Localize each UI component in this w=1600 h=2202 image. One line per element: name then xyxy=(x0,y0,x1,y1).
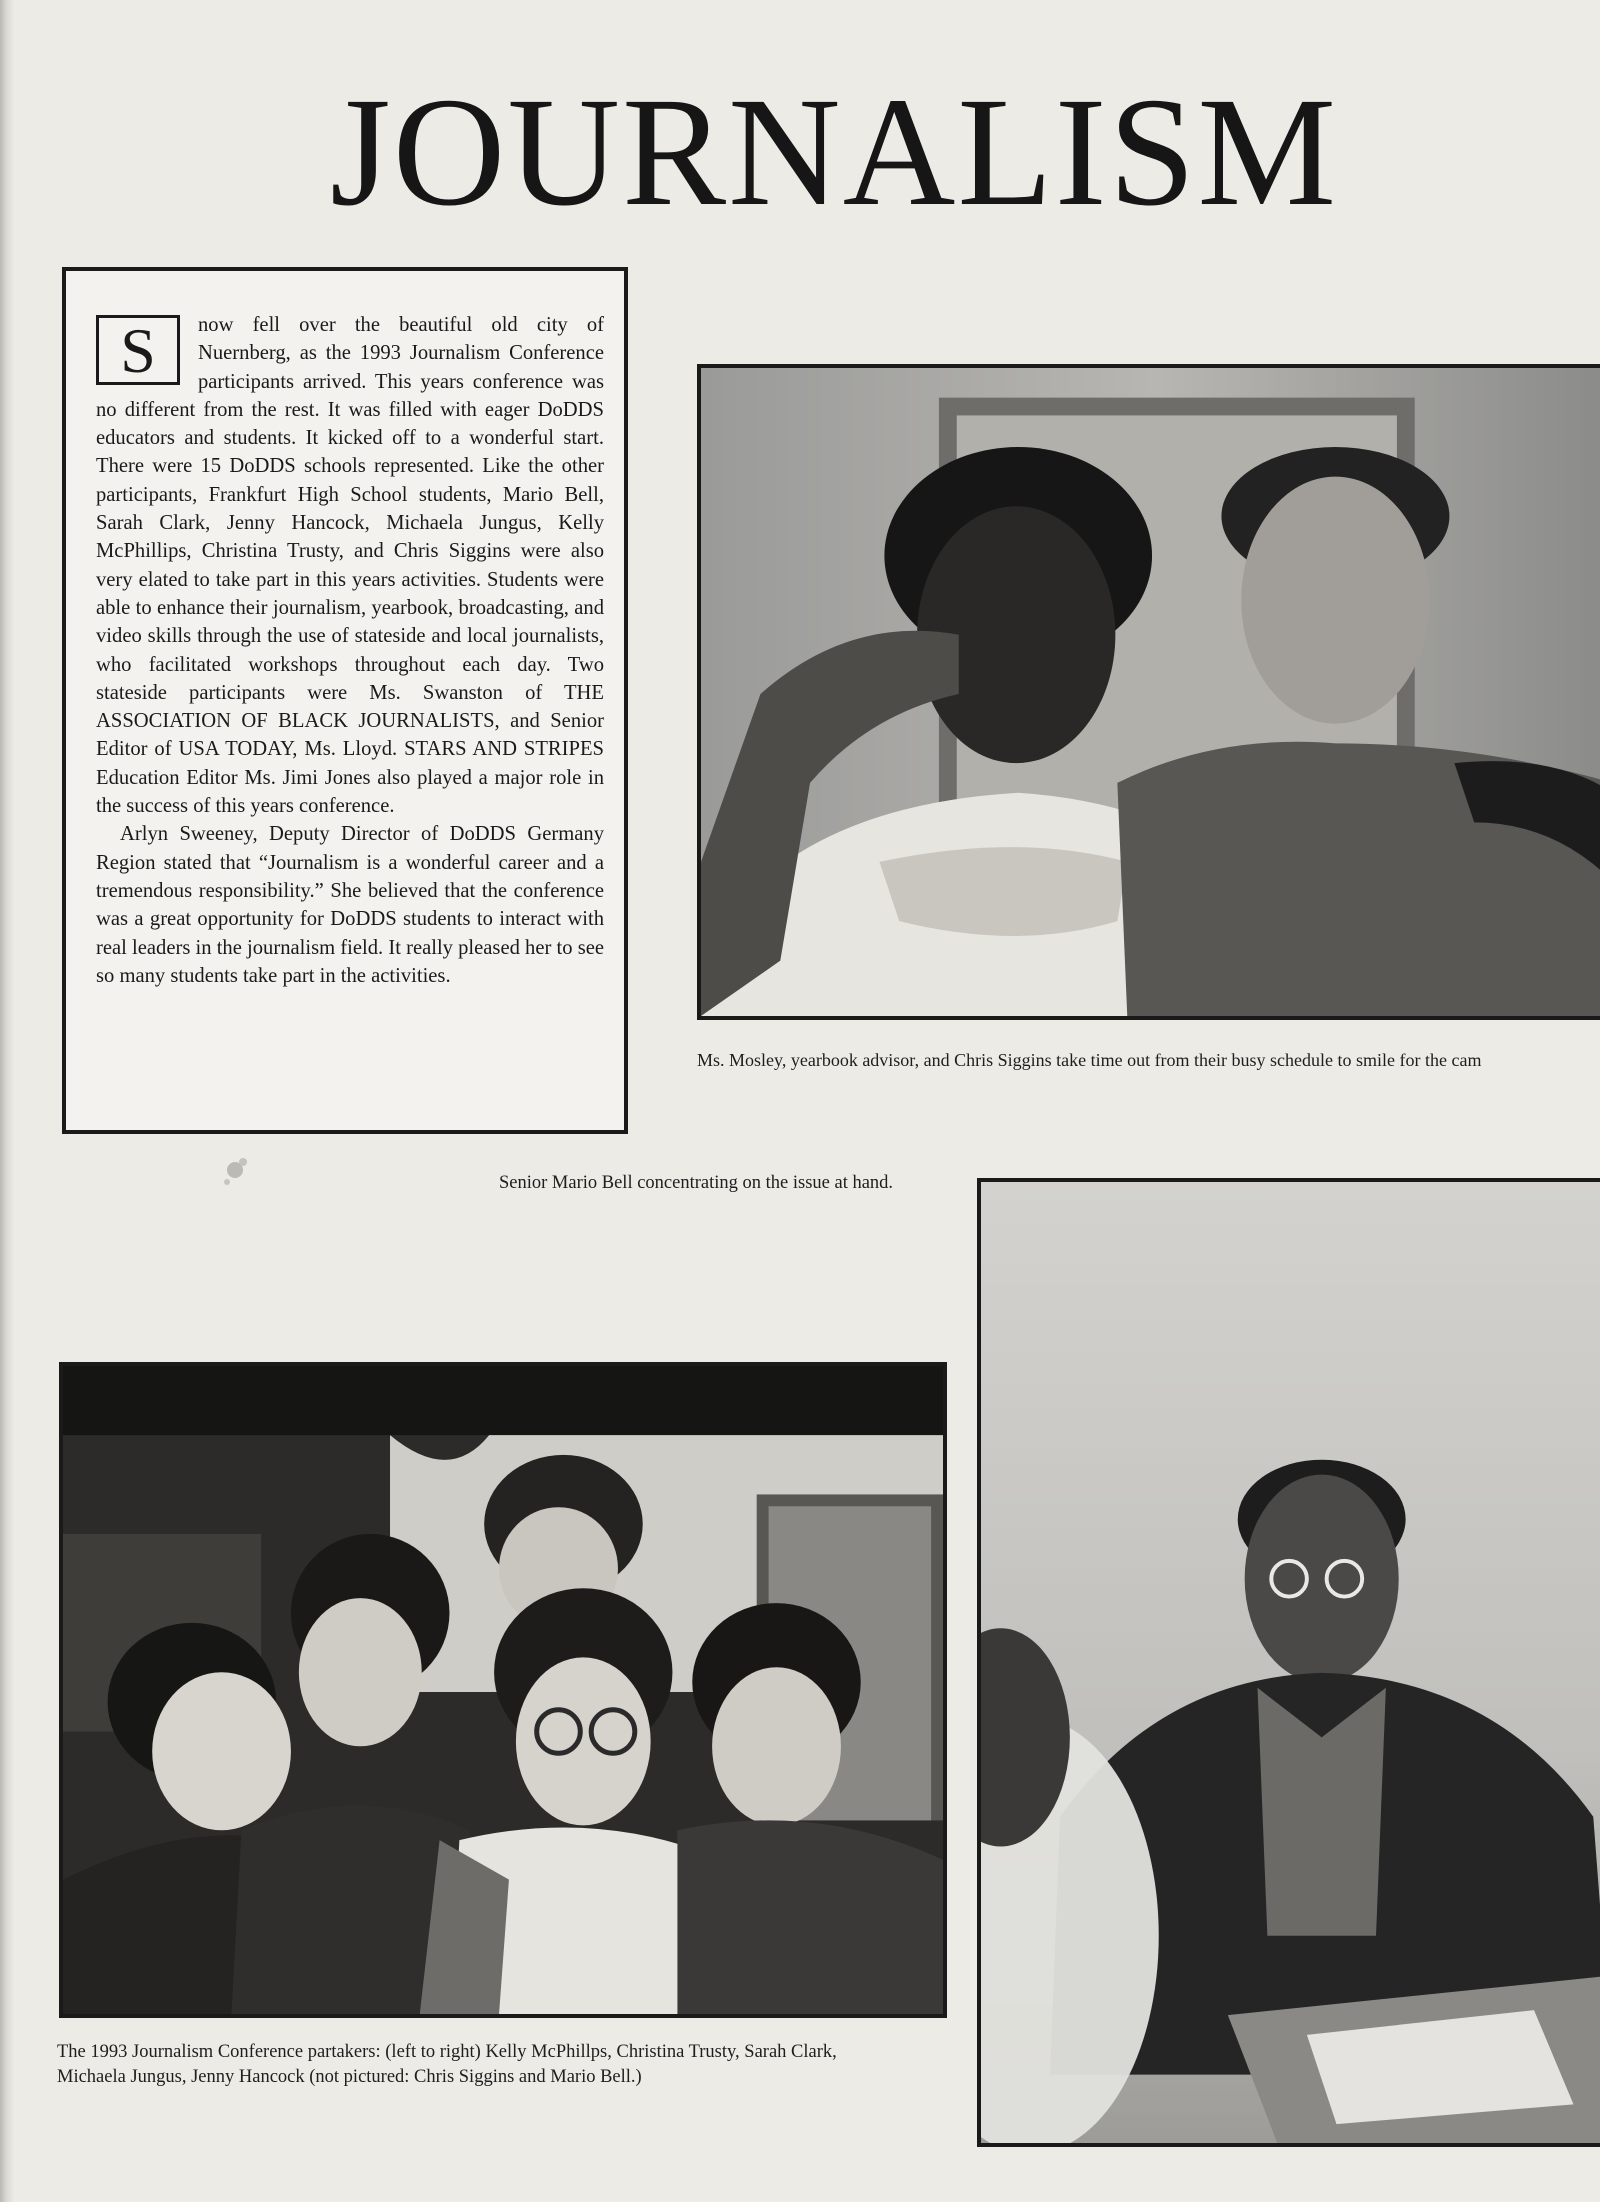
photo-mario-bell-image xyxy=(981,1182,1600,2143)
photo-mosley-siggins xyxy=(697,364,1600,1020)
story-box xyxy=(62,267,628,1134)
page-title: JOURNALISM xyxy=(330,65,1339,238)
photo-group-image xyxy=(63,1366,943,2014)
caption-group-line-1: The 1993 Journalism Conference partakers: (left to right) Kelly McPhillps, Christina Trusty, Sarah Clark, xyxy=(57,2042,837,2062)
photo-mosley-siggins-image xyxy=(701,368,1600,1016)
caption-group-line-2: Michaela Jungus, Jenny Hancock (not pictured: Chris Siggins and Mario Bell.) xyxy=(57,2067,642,2087)
story-paragraph-1-text: now fell over the beautiful old city of Nuernberg, as the 1993 Journalism Conference participants arrived. This years conference was no different from the rest. It was filled with eager DoDDS educators and students. It kicked off to a wonderful start. There were 15 DoDDS schools represented. Like the other participants, Frankfurt High School students, Mario Bell, Sarah Clark, Jenny Hancock, Michaela Jungus, Kelly McPhillips, Christina Trusty, and Chris Siggins were also very elated to take part in this years activities. Students were able to enhance their journalism, yearbook, broadcasting, and video skills through the use of stateside and local journalists, who facilitated workshops throughout each day. Two stateside participants were Ms. Swanston of THE ASSOCIATION OF BLACK JOURNALISTS, and Senior Editor of USA TODAY, Ms. Lloyd. STARS AND STRIPES Education Editor Ms. Jimi Jones also played a major role in the success of this years conference. xyxy=(96,314,604,818)
page-smudge xyxy=(205,1140,265,1200)
drop-cap: S xyxy=(96,315,180,385)
caption-mario-bell: Senior Mario Bell concentrating on the issue at hand. xyxy=(499,1173,894,1193)
caption-mosley-siggins: Ms. Mosley, yearbook advisor, and Chris Siggins take time out from their busy schedule to smile for the cam xyxy=(697,1050,1482,1070)
photo-mario-bell xyxy=(977,1178,1600,2147)
story-text xyxy=(96,311,604,990)
page-binding-edge xyxy=(0,0,14,2202)
story-paragraph-1 xyxy=(96,311,604,820)
story-paragraph-2: Arlyn Sweeney, Deputy Director of DoDDS Germany Region stated that “Journalism is a wonderful career and a tremendous responsibility.” She believed that the conference was a great opportunity for DoDDS students to interact with real leaders in the journalism field. It really pleased her to see so many students take part in the activities. xyxy=(96,823,604,987)
photo-group xyxy=(59,1362,947,2018)
